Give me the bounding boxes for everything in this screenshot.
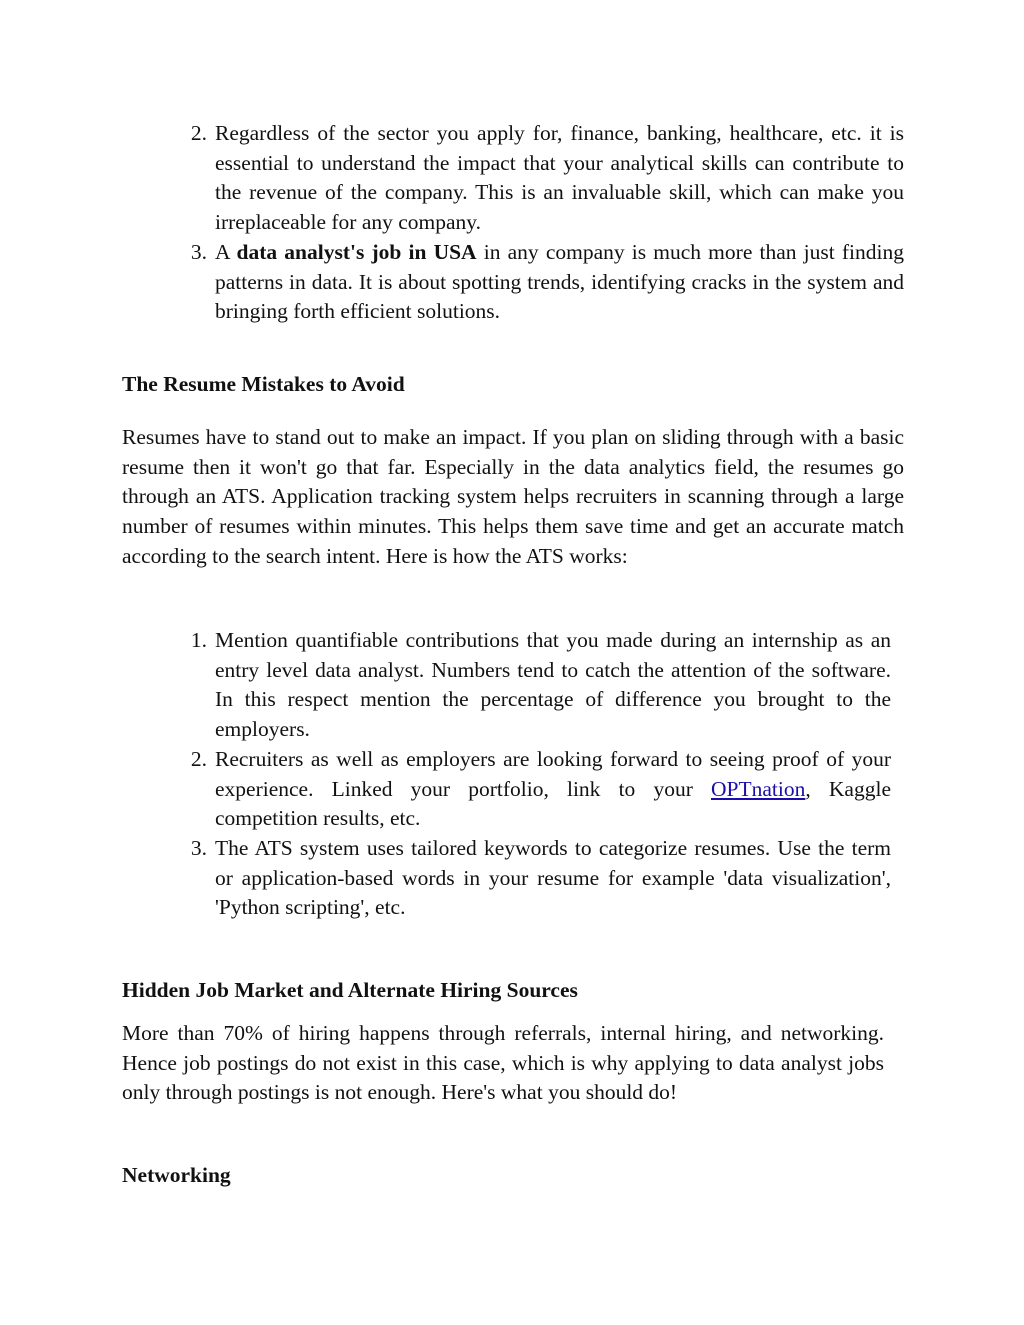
list-number: 1.: [190, 628, 207, 652]
optnation-link[interactable]: OPTnation: [711, 776, 806, 801]
bold-phrase: data analyst's job in USA: [236, 239, 477, 264]
list-item: [190, 119, 904, 238]
list-item-text-pre: A: [215, 239, 237, 264]
list-item: [190, 745, 891, 834]
section-heading-hidden-job-market: Hidden Job Market and Alternate Hiring Sources: [122, 978, 578, 1002]
list-item-text: Regardless of the sector you apply for, finance, banking, healthcare, etc. it is essential to understand the impact that your analytical skills can contribute to the revenue of the company. This is an invaluable skill, which can make you irreplaceable for any company.: [215, 121, 904, 235]
list-number: 3.: [190, 835, 207, 860]
list-item-text: The ATS system uses tailored keywords to categorize resumes. Use the term or application-based words in your resume for example 'data visualization', 'Python scripting', etc.: [215, 835, 891, 920]
list-item-text-post: in any company is much more than just finding patterns in data. It is about spotting trends, identifying cracks in the system and bringing forth efficient solutions.: [215, 239, 905, 324]
section-heading-networking: Networking: [122, 1163, 231, 1187]
numbered-list-1: [190, 119, 905, 327]
list-item-text-post: , Kaggle competition results, etc.: [215, 776, 891, 831]
list-item: [190, 626, 891, 745]
list-item: [190, 238, 905, 327]
list-item-text: Mention quantifiable contributions that you made during an internship as an entry level data analyst. Numbers tend to catch the attention of the software. In this respect mention the percentage of difference you brought to the employers.: [215, 628, 891, 742]
list-number: 3.: [190, 239, 207, 264]
numbered-list-2: [190, 626, 891, 923]
list-item-text-pre: Recruiters as well as employers are looking forward to seeing proof of your experience. Linked your portfolio, link to your: [215, 746, 891, 801]
list-item: [190, 834, 891, 923]
list-number: 2.: [190, 746, 207, 771]
resume-paragraph: Resumes have to stand out to make an impact. If you plan on sliding through with a basic resume then it won't go that far. Especially in the data analytics field, the resumes go through an ATS. Application tracking system helps recruiters in scanning through a large number of resumes within minutes. This helps them save time and get an accurate match according to the search intent. Here is how the ATS works:: [122, 425, 904, 568]
list-number: 2.: [190, 121, 207, 145]
hidden-market-paragraph: More than 70% of hiring happens through referrals, internal hiring, and networking. Hence job postings do not exist in this case, which is why applying to data analyst jobs only through postings is not enough. Here's what you should do!: [122, 1021, 884, 1105]
section-heading-resume-mistakes: The Resume Mistakes to Avoid: [122, 372, 405, 396]
